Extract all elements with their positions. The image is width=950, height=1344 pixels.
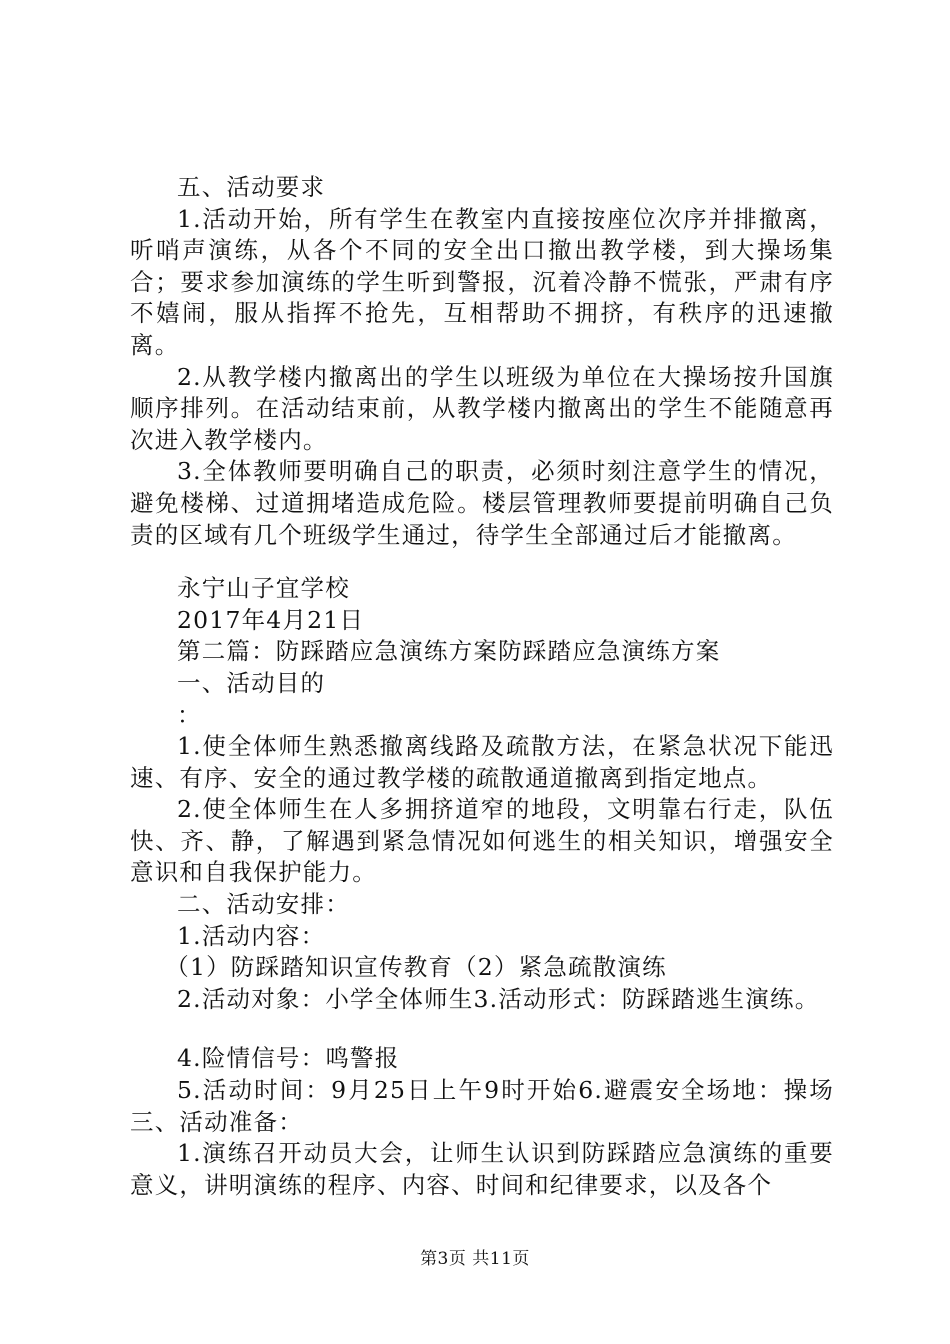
section-heading-purpose: 一、活动目的 (177, 668, 326, 697)
arrangement-content-detail: （1）防踩踏知识宣传教育（2）紧急疏散演练 (165, 953, 667, 982)
spacer (130, 1015, 834, 1043)
requirement-item-3: 3.全体教师要明确自己的职责，必须时刻注意学生的情况，避免楼梯、过道拥堵造成危险。楼层管理教师要提前明确自己负责的区域有几个班级学生通过，待学生全部通过后才能撤离。 (130, 457, 834, 549)
document-body (130, 172, 834, 1201)
purpose-item-1: 1.使全体师生熟悉撤离线路及疏散方法，在紧急状况下能迅速、有序、安全的通过教学楼的疏散通道撤离到指定地点。 (130, 732, 834, 792)
arrangement-item-content: 1.活动内容： (177, 921, 326, 950)
requirement-item-2: 2.从教学楼内撤离出的学生以班级为单位在大操场按升国旗顺序排列。在活动结束前，从教学楼内撤离出的学生不能随意再次进入教学楼内。 (130, 362, 834, 454)
section-heading-requirements: 五、活动要求 (177, 173, 326, 201)
arrangement-item-target-form: 2.活动对象：小学全体师生3.活动形式：防踩踏逃生演练。 (177, 984, 820, 1013)
page-footer: 第3页 共11页 (420, 1249, 530, 1269)
requirement-item-1: 1.活动开始，所有学生在教室内直接按座位次序并排撤离，听哨声演练，从各个不同的安全出口撤出教学楼，到大操场集合；要求参加演练的学生听到警报，沉着冷静不慌张，严肃有序不嬉闹，服从指挥不抢先，互相帮助不拥挤，有秩序的迅速撤离。 (130, 204, 834, 359)
purpose-item-2: 2.使全体师生在人多拥挤道窄的地段，文明靠右行走，队伍快、齐、静，了解遇到紧急情况如何逃生的相关知识，增强安全意识和自我保护能力。 (130, 795, 834, 887)
arrangement-item-signal: 4.险情信号：鸣警报 (177, 1044, 400, 1073)
section-heading-arrangement: 二、活动安排： (177, 890, 350, 919)
spacer (130, 551, 834, 573)
colon-line: ： (177, 700, 202, 729)
document-date: 2017年4月21日 (177, 605, 365, 634)
arrangement-item-time-site: 5.活动时间：9月25日上午9时开始6.避震安全场地：操场三、活动准备： (130, 1076, 834, 1136)
second-article-title: 第二篇：防踩踏应急演练方案防踩踏应急演练方案 (177, 637, 721, 666)
school-name: 永宁山子宜学校 (177, 574, 350, 603)
preparation-item-1: 1.演练召开动员大会，让师生认识到防踩踏应急演练的重要意义，讲明演练的程序、内容、时间和纪律要求，以及各个 (130, 1139, 834, 1199)
